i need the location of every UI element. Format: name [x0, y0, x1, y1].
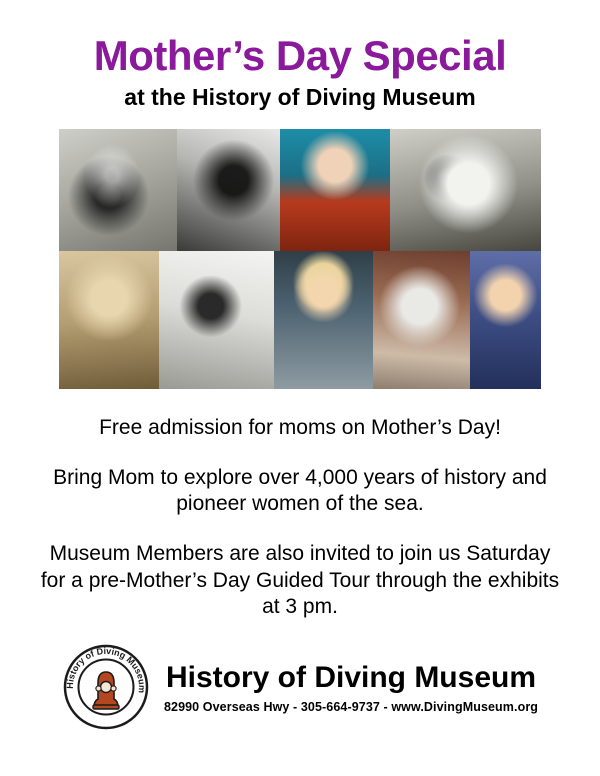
photo-collage — [59, 129, 541, 389]
paragraph-members-tour: Museum Members are also invited to join us Saturday for a pre-Mother’s Day Guided Tour through the exhibits at 3 pm. — [40, 542, 560, 619]
museum-name: History of Diving Museum — [165, 660, 537, 694]
paragraph-free-admission: Free admission for moms on Mother’s Day! — [99, 416, 501, 440]
blonde-woman-diver-photo — [274, 251, 373, 389]
museum-address: 82990 Overseas Hwy - 305-664-9737 - www.DivingMuseum.org — [163, 699, 539, 714]
bw-diver-on-boat-photo — [177, 129, 280, 251]
sepia-copper-helmet-diver-photo — [59, 251, 159, 389]
page-title: Mother’s Day Special — [93, 32, 507, 79]
page-subtitle: at the History of Diving Museum — [124, 84, 476, 111]
woman-in-submersible-photo — [159, 251, 274, 389]
footer — [40, 643, 560, 731]
body-copy — [40, 415, 560, 621]
woman-in-atmospheric-dive-suit-photo — [373, 251, 470, 389]
footer-text — [164, 661, 538, 714]
collage-row — [59, 129, 541, 251]
vintage-diver-woman-underwater-photo — [59, 129, 177, 251]
history-of-diving-museum-logo — [62, 643, 150, 731]
paragraph-bring-mom: Bring Mom to explore over 4,000 years of history and pioneer women of the sea. — [53, 465, 547, 516]
woman-diver-blue-photo — [470, 251, 541, 389]
svg-text:History of Diving Museum: History of Diving Museum — [64, 645, 148, 694]
collage-row — [59, 251, 541, 389]
woman-in-red-drysuit-photo — [280, 129, 390, 251]
woman-in-dive-helmet-photo — [390, 129, 541, 251]
